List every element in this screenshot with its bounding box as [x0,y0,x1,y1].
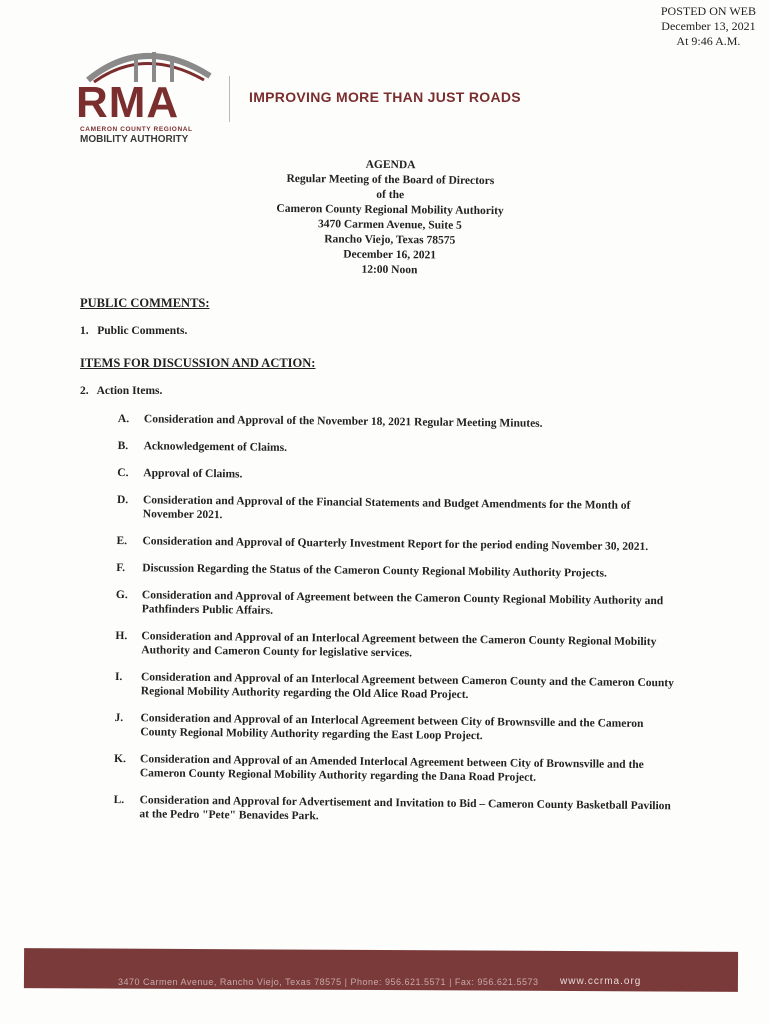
item-text: Consideration and Approval of an Interlocal Agreement between City of Brownsville and the Cameron County Regional Mobility Authority regarding the East Loop Project. [140,712,644,743]
action-items-list [113,412,678,840]
rma-logo [76,42,216,146]
item-text: Consideration and Approval of Quarterly Investment Report for the period ending November 30, 2021. [142,535,649,554]
list-item [116,561,676,581]
item-text: Consideration and Approval of the November 18, 2021 Regular Meeting Minutes. [143,413,543,430]
item-letter: E. [116,534,128,548]
list-item [117,493,677,527]
item-letter: A. [117,412,130,426]
item-letter: D. [116,493,129,507]
item-letter: F. [116,561,126,575]
footer-contact: 3470 Carmen Avenue, Rancho Viejo, Texas 78575 | Phone: 956.621.5571 | Fax: 956.621.5573 [118,977,539,987]
header-divider [229,76,230,122]
meeting-time: 12:00 Noon [361,263,418,277]
item-text: Approval of Claims. [143,467,243,481]
item-1: 1. Public Comments. [80,325,188,337]
organization-name: Cameron County Regional Mobility Authority [276,202,504,218]
address-line2: Rancho Viejo, Texas 78575 [324,233,456,247]
list-item [118,439,678,459]
posted-time: At 9:46 A.M. [676,34,741,48]
public-comments-heading: PUBLIC COMMENTS: [80,296,210,310]
item-text: Acknowledgement of Claims. [143,440,288,454]
agenda-title: AGENDA [365,158,416,172]
logo-letters: RMA [76,78,180,127]
item-letter: K. [113,752,126,766]
item-letter: J. [114,711,124,725]
item-text: Consideration and Approval of an Interlocal Agreement between the Cameron County Regional Mobility Authority and Cameron County for legislative services. [141,630,657,660]
posted-date: December 13, 2021 [661,19,756,33]
posted-stamp [661,4,756,49]
item-letter: G. [115,588,128,602]
list-item [115,670,675,704]
tagline: IMPROVING MORE THAN JUST ROADS [249,89,521,105]
list-item [113,793,673,827]
item-letter: H. [115,629,128,643]
logo-subtitle-authority: MOBILITY AUTHORITY [80,134,189,145]
list-item [116,534,676,554]
item-text: Consideration and Approval of an Interlocal Agreement between Cameron County and the Cameron County Regional Mobility Authority regarding the Old Alice Road Project. [140,671,674,701]
logo-subtitle-county: CAMERON COUNTY REGIONAL [80,126,193,133]
meeting-date: December 16, 2021 [343,248,437,262]
header-of: of the [376,188,405,202]
list-item [118,412,678,432]
posted-label: POSTED ON WEB [660,4,756,18]
item-text: Consideration and Approval of the Financial Statements and Budget Amendments for the Month of November 2021. [142,494,631,522]
address-line1: 3470 Carmen Avenue, Suite 5 [317,218,462,232]
item-letter: B. [117,439,129,453]
list-item [115,629,675,663]
meeting-type: Regular Meeting of the Board of Directors [286,172,495,188]
item-letter: C. [117,466,129,480]
item-text: Consideration and Approval for Advertisement and Invitation to Bid – Cameron County Basketball Pavilion at the Pedro "Pete" Benavides Park. [139,794,671,823]
discussion-heading: ITEMS FOR DISCUSSION AND ACTION: [80,356,316,370]
list-item [114,711,674,745]
item-text: Discussion Regarding the Status of the Cameron County Regional Mobility Authority Projects. [142,562,607,580]
item-letter: L. [113,793,125,807]
list-item [117,466,677,486]
item-text: Consideration and Approval of an Amended Interlocal Agreement between City of Brownsville and the Cameron County Regional Mobility Authority regarding the Dana Road Project. [139,753,644,784]
item-text: Consideration and Approval of Agreement between the Cameron County Regional Mobility Authority and Pathfinders Public Affairs. [141,589,664,617]
item-letter: I. [114,670,123,684]
list-item [114,752,674,786]
list-item [116,588,676,622]
item-2: 2. Action Items. [80,385,163,397]
agenda-header [229,156,550,279]
footer-website[interactable]: www.ccrma.org [560,976,642,987]
